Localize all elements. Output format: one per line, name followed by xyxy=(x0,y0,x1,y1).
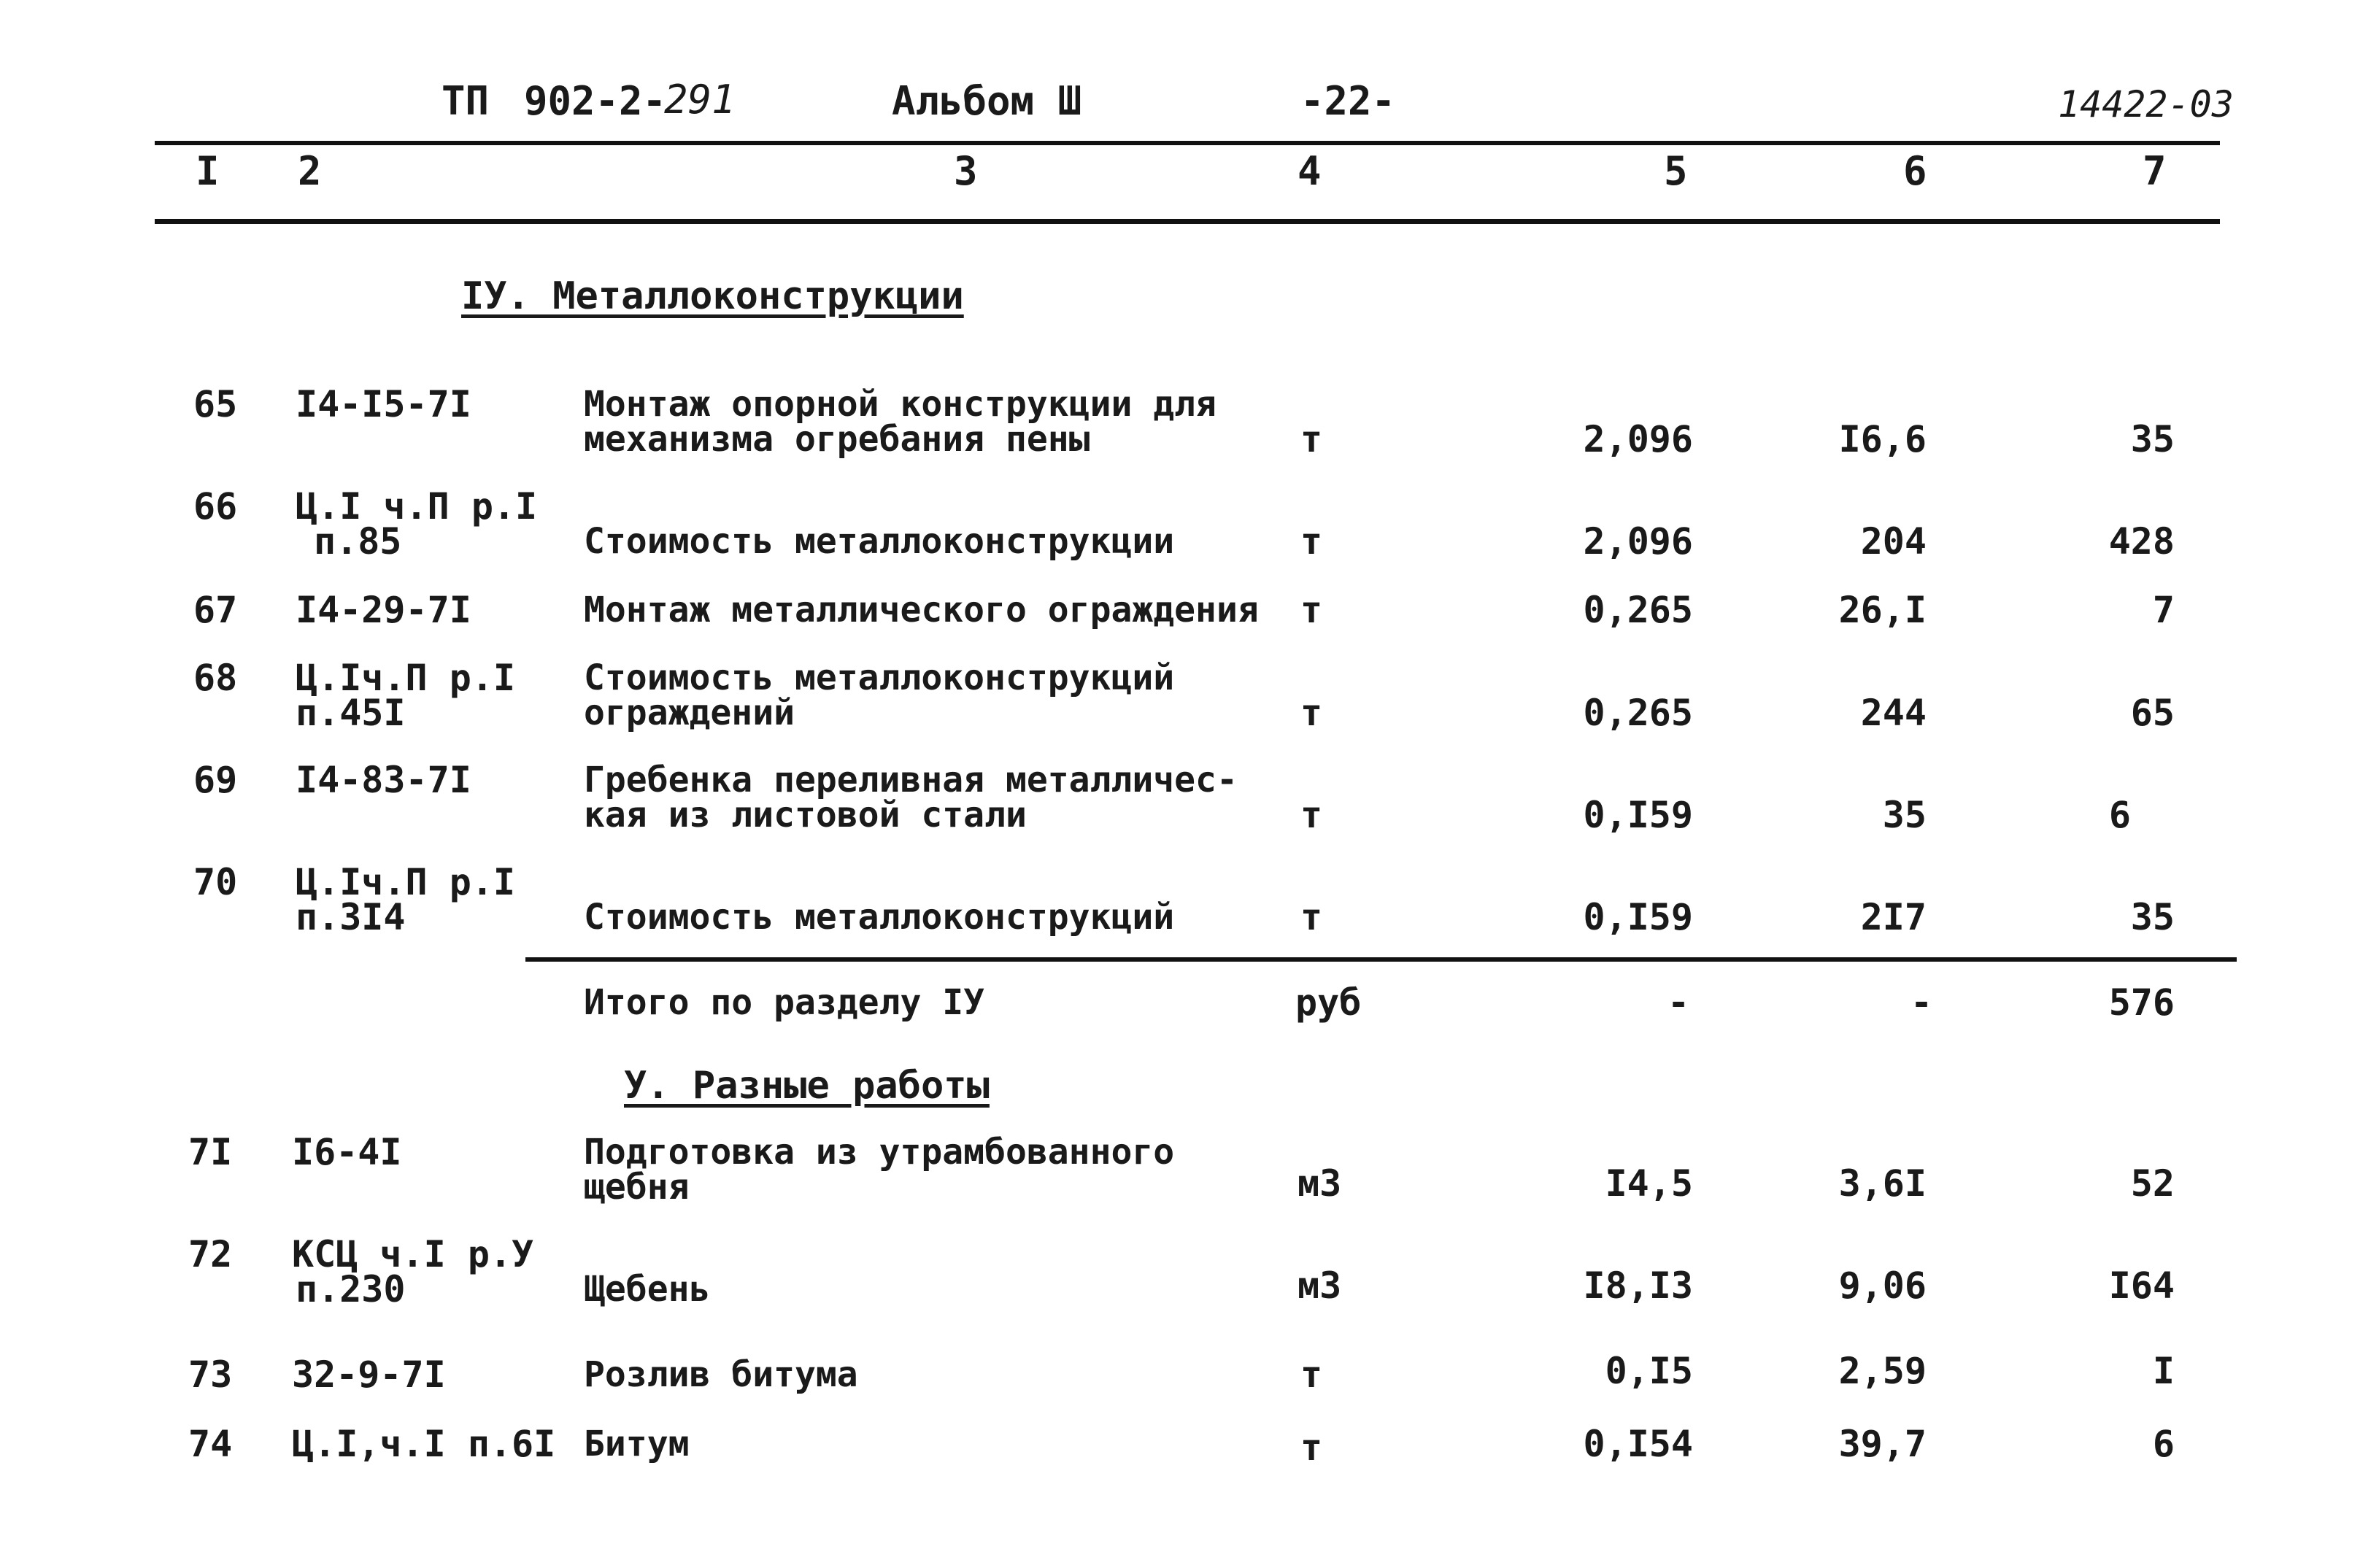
price-code-cont: п.230 xyxy=(296,1268,406,1310)
work-description: Розлив битума xyxy=(584,1354,858,1395)
col-number-6: 6 xyxy=(1903,148,1927,194)
tp-label: ТП xyxy=(442,78,490,124)
col-number-4: 4 xyxy=(1298,148,1322,194)
total-cost: 65 xyxy=(2130,692,2175,734)
row-number: 67 xyxy=(193,589,238,631)
unit: т xyxy=(1300,896,1323,938)
work-description: Битум xyxy=(584,1424,690,1464)
unit: т xyxy=(1300,1426,1323,1469)
work-description: Монтаж опорной конструкции для xyxy=(584,384,1217,425)
section-total-qty: - xyxy=(1667,981,1690,1024)
header-rule-bottom xyxy=(155,219,2220,224)
section-total-cost: 576 xyxy=(2108,981,2175,1024)
document-code: 14422-03 xyxy=(2058,83,2234,125)
unit-price: 35 xyxy=(1882,794,1927,836)
subtotal-rule xyxy=(525,957,2237,962)
section-total-unit: руб xyxy=(1295,981,1362,1024)
unit: т xyxy=(1300,692,1323,734)
price-code: 32-9-7I xyxy=(292,1353,446,1396)
row-number: 68 xyxy=(193,657,238,699)
price-code: Ц.Iч.П р.I xyxy=(296,657,516,699)
total-cost: 35 xyxy=(2130,418,2175,460)
total-cost: I64 xyxy=(2108,1264,2175,1307)
total-cost: 6 xyxy=(2152,1423,2175,1465)
quantity: 0,I59 xyxy=(1583,896,1693,938)
work-description: Стоимость металлоконструкций xyxy=(584,897,1175,938)
quantity: 0,I54 xyxy=(1583,1423,1693,1465)
work-description: Подготовка из утрамбованного xyxy=(584,1132,1175,1173)
row-number: 66 xyxy=(193,485,238,528)
row-number: 69 xyxy=(193,759,238,801)
section-title-metal: IУ. Металлоконструкции xyxy=(461,274,964,318)
quantity: 2,096 xyxy=(1583,418,1693,460)
quantity: 0,I59 xyxy=(1583,794,1693,836)
col-number-3: 3 xyxy=(954,148,978,194)
work-description-cont: ограждений xyxy=(584,692,795,733)
total-cost: 7 xyxy=(2152,589,2175,631)
unit: т xyxy=(1300,589,1323,631)
row-number: 70 xyxy=(193,861,238,903)
price-code-cont: п.45I xyxy=(296,692,406,734)
quantity: 2,096 xyxy=(1583,520,1693,563)
section-total-label: Итого по разделу IУ xyxy=(584,982,985,1023)
work-description-cont: щебня xyxy=(584,1167,690,1208)
unit: м3 xyxy=(1298,1162,1342,1205)
row-number: 74 xyxy=(188,1423,233,1465)
work-description: Монтаж металлического ограждения xyxy=(584,590,1259,630)
header-rule-top xyxy=(155,141,2220,145)
quantity: 0,265 xyxy=(1583,589,1693,631)
section-title-misc: У. Разные работы xyxy=(624,1064,990,1108)
tp-number-handwritten: 291 xyxy=(664,77,736,123)
unit: м3 xyxy=(1298,1264,1342,1307)
price-code: I4-83-7I xyxy=(296,759,471,801)
price-code: I4-29-7I xyxy=(296,589,471,631)
work-description-cont: кая из листовой стали xyxy=(584,795,1027,835)
unit-price: 2,59 xyxy=(1838,1350,1927,1392)
section-total-price: - xyxy=(1910,981,1933,1024)
col-number-7: 7 xyxy=(2143,148,2167,194)
total-cost: 6 xyxy=(2108,794,2131,836)
quantity: 0,I5 xyxy=(1605,1350,1693,1392)
work-description-cont: механизма огребания пены xyxy=(584,419,1090,460)
unit: т xyxy=(1300,1353,1323,1396)
total-cost: 52 xyxy=(2130,1162,2175,1205)
price-code-cont: п.85 xyxy=(314,520,402,563)
work-description: Стоимость металлоконструкции xyxy=(584,521,1175,562)
unit: т xyxy=(1300,418,1323,460)
work-description: Гребенка переливная металличес- xyxy=(584,760,1238,800)
col-number-5: 5 xyxy=(1664,148,1688,194)
unit-price: 39,7 xyxy=(1838,1423,1927,1465)
total-cost: 35 xyxy=(2130,896,2175,938)
work-description: Щебень xyxy=(584,1269,711,1310)
unit: т xyxy=(1300,794,1323,836)
unit-price: I6,6 xyxy=(1838,418,1927,460)
price-code: КСЦ ч.I р.У xyxy=(292,1233,534,1275)
price-code: I6-4I xyxy=(292,1131,402,1173)
unit-price: 9,06 xyxy=(1838,1264,1927,1307)
total-cost: I xyxy=(2152,1350,2175,1392)
col-number-2: 2 xyxy=(298,148,322,194)
work-description: Стоимость металлоконструкций xyxy=(584,657,1175,698)
unit-price: 26,I xyxy=(1838,589,1927,631)
page-number: -22- xyxy=(1300,78,1396,124)
total-cost: 428 xyxy=(2108,520,2175,563)
row-number: 65 xyxy=(193,383,238,425)
quantity: I4,5 xyxy=(1605,1162,1693,1205)
quantity: I8,I3 xyxy=(1583,1264,1693,1307)
album-label: Альбом Ш xyxy=(892,78,1082,124)
unit-price: 244 xyxy=(1860,692,1927,734)
price-code: Ц.I,ч.I п.6I xyxy=(292,1423,556,1465)
unit-price: 204 xyxy=(1860,520,1927,563)
row-number: 73 xyxy=(188,1353,233,1396)
unit-price: 3,6I xyxy=(1838,1162,1927,1205)
price-code-cont: п.3I4 xyxy=(296,896,406,938)
col-number-1: I xyxy=(196,148,220,194)
row-number: 7I xyxy=(188,1131,233,1173)
unit-price: 2I7 xyxy=(1860,896,1927,938)
price-code: I4-I5-7I xyxy=(296,383,471,425)
tp-number: 902-2- xyxy=(524,78,667,124)
price-code: Ц.I ч.П р.I xyxy=(296,485,538,528)
quantity: 0,265 xyxy=(1583,692,1693,734)
price-code: Ц.Iч.П р.I xyxy=(296,861,516,903)
unit: т xyxy=(1300,520,1323,563)
row-number: 72 xyxy=(188,1233,233,1275)
